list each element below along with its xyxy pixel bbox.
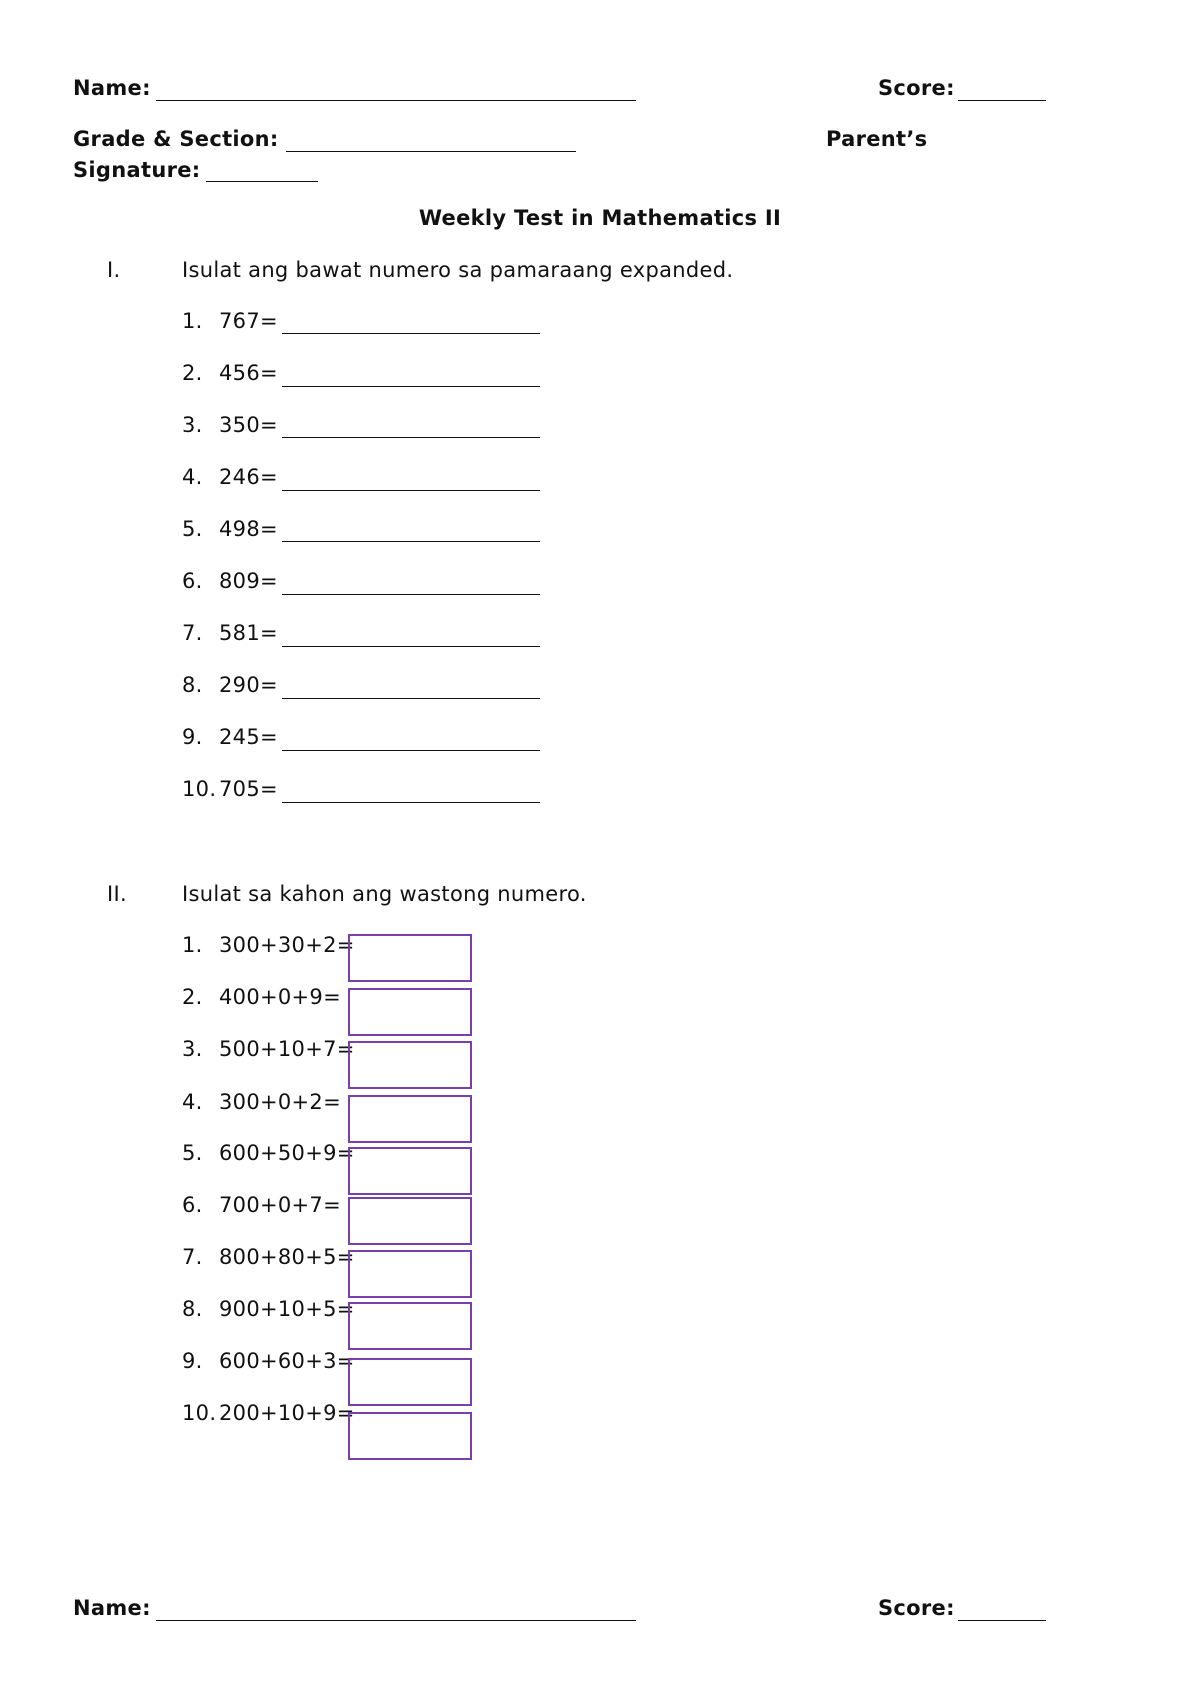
part2-answer-box[interactable]: [348, 934, 472, 982]
footer-score-blank[interactable]: [958, 1620, 1046, 1621]
part1-item-number: 5.: [182, 517, 203, 541]
part2-answer-box[interactable]: [348, 1197, 472, 1245]
part2-answer-box[interactable]: [348, 1358, 472, 1406]
part2-item-number: 4.: [182, 1090, 203, 1114]
footer-name-label: Name:: [73, 1596, 151, 1620]
grade-section-blank[interactable]: [286, 151, 576, 152]
part2-item-expr: 900+10+5=: [219, 1297, 355, 1321]
signature-blank[interactable]: [206, 181, 318, 182]
part2-item-number: 2.: [182, 985, 203, 1009]
footer-score-label: Score:: [878, 1596, 955, 1620]
part2-answer-box[interactable]: [348, 1041, 472, 1089]
part1-answer-line[interactable]: [282, 750, 540, 751]
part1-item-expr: 350=: [219, 413, 278, 437]
part2-answer-box[interactable]: [348, 1412, 472, 1460]
part2-answer-box[interactable]: [348, 1147, 472, 1195]
part2-numeral: II.: [107, 882, 127, 906]
part1-item-number: 6.: [182, 569, 203, 593]
part2-instruction: Isulat sa kahon ang wastong numero.: [182, 882, 587, 906]
part2-answer-box[interactable]: [348, 1250, 472, 1298]
part1-item-number: 4.: [182, 465, 203, 489]
part1-answer-line[interactable]: [282, 333, 540, 334]
part1-item-expr: 581=: [219, 621, 278, 645]
part1-item-expr: 705=: [219, 777, 278, 801]
part1-answer-line[interactable]: [282, 646, 540, 647]
signature-label: Signature:: [73, 158, 201, 182]
part2-item-expr: 800+80+5=: [219, 1245, 355, 1269]
part1-answer-line[interactable]: [282, 698, 540, 699]
score-label: Score:: [878, 76, 955, 100]
part1-numeral: I.: [107, 258, 121, 282]
part1-item-expr: 290=: [219, 673, 278, 697]
part1-answer-line[interactable]: [282, 437, 540, 438]
part1-item-number: 9.: [182, 725, 203, 749]
part1-answer-line[interactable]: [282, 594, 540, 595]
footer-name-blank[interactable]: [156, 1620, 636, 1621]
part1-item-number: 10.: [182, 777, 217, 801]
part1-item-expr: 767=: [219, 309, 278, 333]
part1-item-expr: 245=: [219, 725, 278, 749]
part1-answer-line[interactable]: [282, 541, 540, 542]
parents-label: Parent’s: [826, 127, 928, 151]
part1-item-expr: 809=: [219, 569, 278, 593]
part1-item-expr: 498=: [219, 517, 278, 541]
part1-instruction: Isulat ang bawat numero sa pamaraang expanded.: [182, 258, 734, 282]
part2-item-expr: 600+60+3=: [219, 1349, 355, 1373]
part2-item-number: 6.: [182, 1193, 203, 1217]
part1-item-number: 8.: [182, 673, 203, 697]
part2-item-number: 8.: [182, 1297, 203, 1321]
part2-item-expr: 300+30+2=: [219, 933, 355, 957]
part2-item-expr: 200+10+9=: [219, 1401, 355, 1425]
part1-item-number: 7.: [182, 621, 203, 645]
grade-section-label: Grade & Section:: [73, 127, 279, 151]
name-blank[interactable]: [156, 100, 636, 101]
part2-item-expr: 300+0+2=: [219, 1090, 341, 1114]
part2-item-number: 10.: [182, 1401, 217, 1425]
part1-answer-line[interactable]: [282, 386, 540, 387]
part1-item-number: 1.: [182, 309, 203, 333]
part2-item-number: 9.: [182, 1349, 203, 1373]
part2-item-expr: 500+10+7=: [219, 1037, 355, 1061]
name-label: Name:: [73, 76, 151, 100]
part2-answer-box[interactable]: [348, 1302, 472, 1350]
part2-item-expr: 400+0+9=: [219, 985, 341, 1009]
part2-item-expr: 600+50+9=: [219, 1141, 355, 1165]
part1-item-number: 3.: [182, 413, 203, 437]
part1-item-number: 2.: [182, 361, 203, 385]
part2-answer-box[interactable]: [348, 1095, 472, 1143]
part1-item-expr: 456=: [219, 361, 278, 385]
part1-answer-line[interactable]: [282, 490, 540, 491]
part1-item-expr: 246=: [219, 465, 278, 489]
part1-answer-line[interactable]: [282, 802, 540, 803]
part2-item-number: 7.: [182, 1245, 203, 1269]
score-blank[interactable]: [958, 100, 1046, 101]
part2-answer-box[interactable]: [348, 988, 472, 1036]
part2-item-number: 3.: [182, 1037, 203, 1061]
page-title: Weekly Test in Mathematics II: [418, 206, 782, 230]
part2-item-number: 5.: [182, 1141, 203, 1165]
part2-item-number: 1.: [182, 933, 203, 957]
part2-item-expr: 700+0+7=: [219, 1193, 341, 1217]
